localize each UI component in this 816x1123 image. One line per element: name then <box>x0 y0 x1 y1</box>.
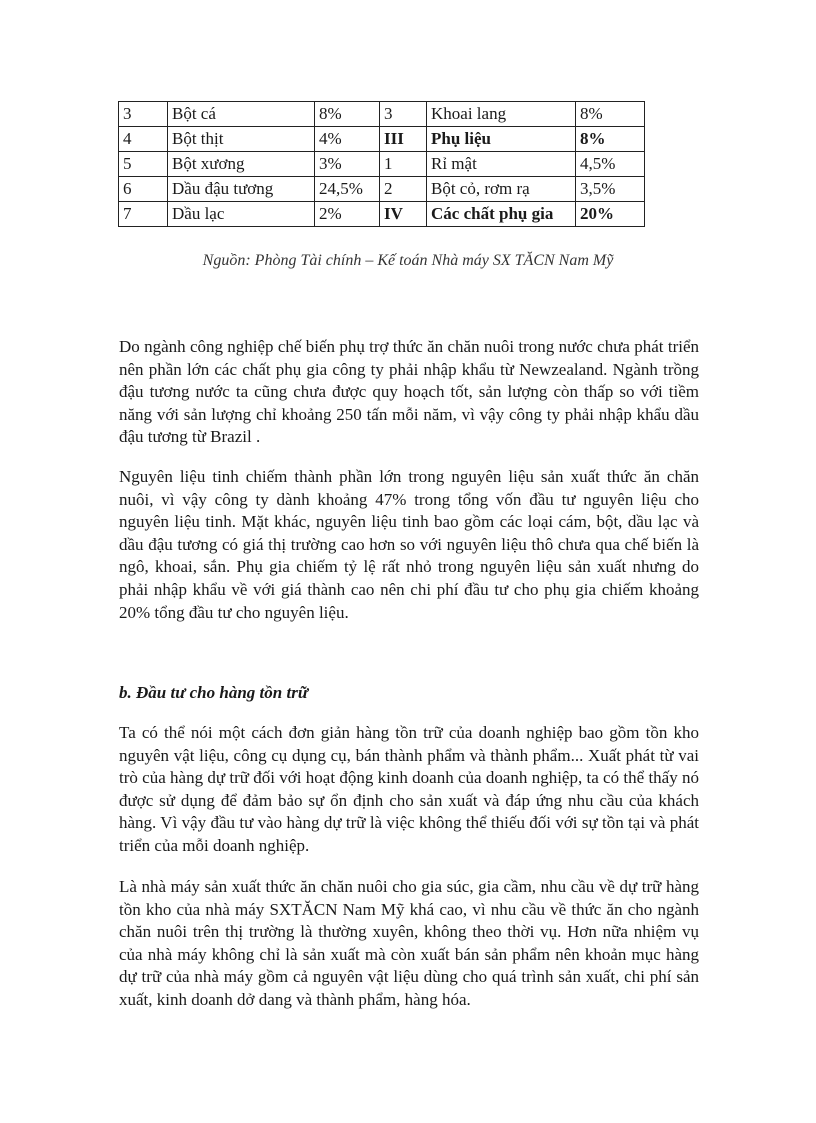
row-number: 5 <box>119 152 168 177</box>
ingredient-name-2: Các chất phụ gia <box>427 202 576 227</box>
table-row <box>119 152 645 177</box>
ingredients-table <box>118 101 645 227</box>
paragraph-raw-materials: Nguyên liệu tinh chiếm thành phần lớn trong nguyên liệu sản xuất thức ăn chăn nuôi, vì vậy công ty dành khoảng 47% trong tổng vốn đầu tư nguyên liệu cho nguyên liệu tinh. Mặt khác, nguyên liệu tinh bao gồm các loại cám, bột, dầu lạc và dầu đậu tương có giá thị trường cao hơn so với nguyên liệu thô chưa qua chế biến là ngô, khoai, sắn. Phụ gia chiếm tỷ lệ rất nhỏ trong nguyên liệu sản xuất nhưng do phải nhập khẩu về với giá thành cao nên chi phí đầu tư cho phụ gia chiếm khoảng 20% tổng đầu tư cho nguyên liệu. <box>119 467 699 622</box>
ingredient-name: Dầu lạc <box>168 202 315 227</box>
ingredient-name-2: Phụ liệu <box>427 127 576 152</box>
ingredient-name-2: Khoai lang <box>427 102 576 127</box>
row-number: 6 <box>119 177 168 202</box>
section-heading: b. Đầu tư cho hàng tồn trữ <box>119 683 309 702</box>
table-row <box>119 202 645 227</box>
row-number-2: 1 <box>380 152 427 177</box>
paragraph-import: Do ngành công nghiệp chế biến phụ trợ thức ăn chăn nuôi trong nước chưa phát triển nên phần lớn các chất phụ gia công ty phải nhập khẩu từ Newzealand. Ngành trồng đậu tương nước ta cũng chưa được quy hoạch tốt, sản lượng còn thấp so với tiềm năng với sản lượng chỉ khoảng 250 tấn mỗi năm, vì vậy công ty phải nhập khẩu dầu đậu tương từ Brazil . <box>119 337 699 447</box>
table-row <box>119 127 645 152</box>
ingredient-percent: 4% <box>315 127 380 152</box>
row-number: 7 <box>119 202 168 227</box>
ingredient-percent-2: 20% <box>576 202 645 227</box>
row-number-2: III <box>380 127 427 152</box>
ingredient-percent-2: 8% <box>576 102 645 127</box>
paragraph-inventory: Ta có thể nói một cách đơn giản hàng tồn trữ của doanh nghiệp bao gồm tồn kho nguyên vật liệu, công cụ dụng cụ, bán thành phẩm và thành phẩm... Xuất phát từ vai trò của hàng dự trữ đối với hoạt động kinh doanh của doanh nghiệp, ta có thể thấy nó được sử dụng để đảm bảo sự ổn định cho sản xuất và đáp ứng nhu cầu của khách hàng. Vì vậy đầu tư vào hàng dự trữ là việc không thể thiếu đối với sự tồn tại và phát triển của mỗi doanh nghiệp. <box>119 723 699 855</box>
ingredient-percent: 24,5% <box>315 177 380 202</box>
row-number-2: IV <box>380 202 427 227</box>
row-number: 3 <box>119 102 168 127</box>
ingredient-name-2: Rỉ mật <box>427 152 576 177</box>
ingredient-name: Bột xương <box>168 152 315 177</box>
ingredient-name: Bột cá <box>168 102 315 127</box>
table-row <box>119 102 645 127</box>
ingredient-percent: 2% <box>315 202 380 227</box>
ingredient-name: Dầu đậu tương <box>168 177 315 202</box>
ingredient-percent-2: 3,5% <box>576 177 645 202</box>
row-number-2: 3 <box>380 102 427 127</box>
ingredient-percent: 3% <box>315 152 380 177</box>
paragraph-factory-inventory: Là nhà máy sản xuất thức ăn chăn nuôi cho gia súc, gia cầm, nhu cầu về dự trữ hàng tồn kho của nhà máy SXTĂCN Nam Mỹ khá cao, vì nhu cầu về thức ăn cho ngành chăn nuôi trên thị trường là thường xuyên, không theo thời vụ. Hơn nữa nhiệm vụ của nhà máy không chỉ là sản xuất mà còn xuất bán sản phẩm nên khoản mục hàng dự trữ của nhà máy gồm cả nguyên vật liệu dùng cho quá trình sản xuất, chi phí sản xuất, kinh doanh dở dang và thành phẩm, hàng hóa. <box>119 877 699 1009</box>
ingredient-name: Bột thịt <box>168 127 315 152</box>
ingredient-name-2: Bột cỏ, rơm rạ <box>427 177 576 202</box>
row-number-2: 2 <box>380 177 427 202</box>
ingredient-percent-2: 8% <box>576 127 645 152</box>
table-source-caption: Nguồn: Phòng Tài chính – Kế toán Nhà máy SX TĂCN Nam Mỹ <box>202 252 614 269</box>
ingredient-percent-2: 4,5% <box>576 152 645 177</box>
ingredient-percent: 8% <box>315 102 380 127</box>
table-row <box>119 177 645 202</box>
row-number: 4 <box>119 127 168 152</box>
